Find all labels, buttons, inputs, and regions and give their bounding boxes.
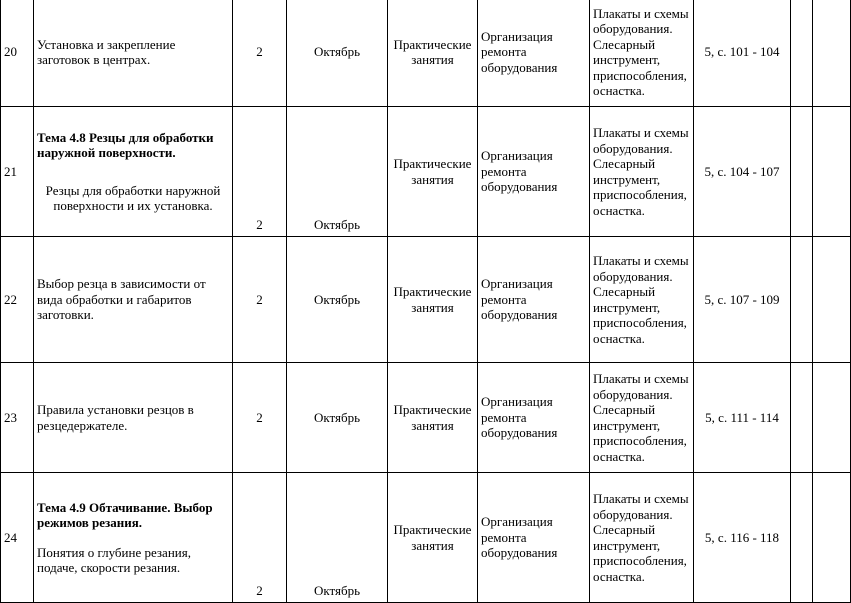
table-row [1, 107, 851, 237]
month-cell: Октябрь [287, 237, 388, 363]
hours-cell: 2 [233, 473, 287, 603]
empty-cell [813, 237, 851, 363]
hours-cell: 2 [233, 107, 287, 237]
hours-cell: 2 [233, 363, 287, 473]
empty-cell [791, 237, 813, 363]
topic-text: Резцы для обработки наружной поверхности и их установка. [45, 182, 221, 213]
empty-cell [813, 0, 851, 107]
topic-text: Установка и закрепление заготовок в центрах. [37, 36, 176, 67]
row-number: 22 [1, 237, 34, 363]
reference-cell: 5, с. 116 - 118 [694, 473, 791, 603]
reference-cell: 5, с. 111 - 114 [694, 363, 791, 473]
topic-text: Понятия о глубине резания, подаче, скорости резания. [37, 544, 191, 575]
row-number: 20 [1, 0, 34, 107]
organization-cell: Организация ремонта оборудования [478, 0, 590, 107]
row-number: 21 [1, 107, 34, 237]
equipment-cell: Плакаты и схемы оборудования. Слесарный инструмент, приспособления, оснастка. [590, 107, 694, 237]
hours-cell: 2 [233, 237, 287, 363]
equipment-cell: Плакаты и схемы оборудования. Слесарный инструмент, приспособления, оснастка. [590, 0, 694, 107]
reference-cell: 5, с. 101 - 104 [694, 0, 791, 107]
empty-cell [791, 0, 813, 107]
topic-heading: Тема 4.8 Резцы для обработки наружной поверхности. [37, 129, 214, 160]
topic-cell [34, 473, 233, 603]
row-number: 24 [1, 473, 34, 603]
equipment-cell: Плакаты и схемы оборудования. Слесарный инструмент, приспособления, оснастка. [590, 363, 694, 473]
topic-cell [34, 0, 233, 107]
month-cell: Октябрь [287, 0, 388, 107]
table-row [1, 237, 851, 363]
organization-cell: Организация ремонта оборудования [478, 363, 590, 473]
topic-cell [34, 363, 233, 473]
month-cell: Октябрь [287, 473, 388, 603]
hours-cell: 2 [233, 0, 287, 107]
lesson-type-cell: Практические занятия [388, 0, 478, 107]
topic-cell [34, 237, 233, 363]
lesson-type-cell: Практические занятия [388, 363, 478, 473]
equipment-cell: Плакаты и схемы оборудования. Слесарный инструмент, приспособления, оснастка. [590, 237, 694, 363]
organization-cell: Организация ремонта оборудования [478, 473, 590, 603]
reference-cell: 5, с. 104 - 107 [694, 107, 791, 237]
topic-cell [34, 107, 233, 237]
empty-cell [813, 363, 851, 473]
table-row [1, 473, 851, 603]
empty-cell [791, 473, 813, 603]
empty-cell [813, 473, 851, 603]
organization-cell: Организация ремонта оборудования [478, 237, 590, 363]
lesson-type-cell: Практические занятия [388, 107, 478, 237]
organization-cell: Организация ремонта оборудования [478, 107, 590, 237]
reference-cell: 5, с. 107 - 109 [694, 237, 791, 363]
empty-cell [791, 363, 813, 473]
topic-text: Правила установки резцов в резцедержателе. [37, 402, 194, 433]
month-cell: Октябрь [287, 107, 388, 237]
month-cell: Октябрь [287, 363, 388, 473]
row-number: 23 [1, 363, 34, 473]
table-row [1, 363, 851, 473]
table-row [1, 0, 851, 107]
topic-heading: Тема 4.9 Обтачивание. Выбор режимов резания. [37, 499, 213, 530]
empty-cell [813, 107, 851, 237]
lesson-type-cell: Практические занятия [388, 237, 478, 363]
lesson-type-cell: Практические занятия [388, 473, 478, 603]
empty-cell [791, 107, 813, 237]
topic-text: Выбор резца в зависимости от вида обработки и габаритов заготовки. [37, 276, 206, 323]
equipment-cell: Плакаты и схемы оборудования. Слесарный инструмент, приспособления, оснастка. [590, 473, 694, 603]
